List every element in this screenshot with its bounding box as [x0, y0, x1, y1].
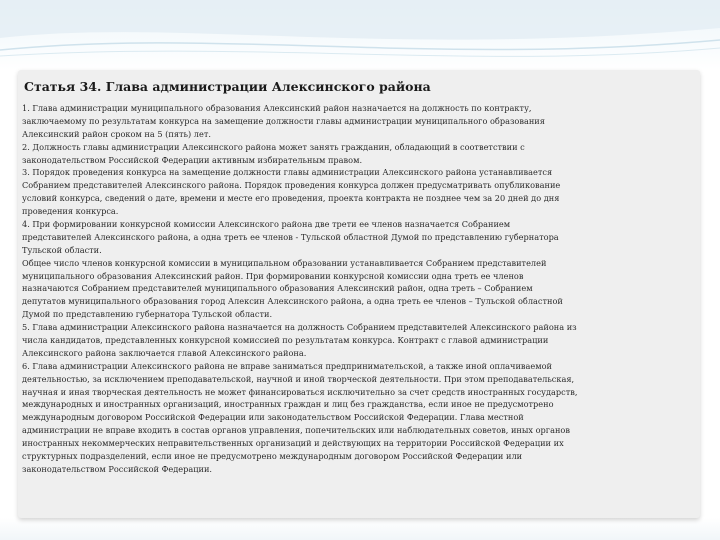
content-panel	[18, 70, 700, 518]
text-line: муниципального образования Алексинский район. При формировании конкурсной комиссии одна треть ее членов	[22, 270, 524, 281]
text-line: назначаются Собранием представителей муниципального образования Алексинский район, одна треть – Собранием	[22, 283, 533, 294]
text-line: 1. Глава администрации муниципального образования Алексинский район назначается на должность по контракту,	[22, 103, 532, 113]
text-line: 4. При формировании конкурсной комиссии Алексинского района две трети ее членов назначается Собранием	[22, 219, 511, 230]
text-line: Алексинский район сроком на 5 (пять) лет.	[22, 128, 211, 139]
text-line: числа кандидатов, представленных конкурсной комиссией по результатам конкурса. Контракт с главой администрации	[22, 335, 549, 346]
slide-footer-background	[0, 518, 720, 540]
text-line: Думой по представлению губернатора Тульской области.	[22, 309, 273, 320]
text-line: проведения конкурса.	[22, 206, 119, 217]
text-line: 2. Должность главы администрации Алексинского района может занять гражданин, обладающий в соответствии с	[22, 141, 525, 152]
text-line: Общее число членов конкурсной комиссии в муниципальном образовании устанавливается Собранием представителей	[22, 257, 547, 268]
text-line: условий конкурса, сведений о дате, времени и месте его проведения, проекта контракта не позднее чем за 20 дней до дня	[22, 193, 560, 204]
text-line: заключаемому по результатам конкурса на замещение должности главы администрации муниципального образования	[22, 115, 545, 126]
text-line: иностранных некоммерческих неправительственных организаций и действующих на территории Российской Федерации их	[22, 438, 564, 449]
text-line: законодательством Российской Федерации.	[22, 463, 213, 474]
text-line: депутатов муниципального образования город Алексин Алексинского района, а одна треть ее членов – Тульской областной	[22, 296, 563, 307]
text-line: представителей Алексинского района, а одна треть ее членов - Тульской областной Думой по представлению губернатора	[22, 231, 559, 242]
text-line: международным договором Российской Федерации или законодательством Российской Федерации. Глава местной	[22, 412, 524, 423]
text-line: научная и иная творческая деятельность не может финансироваться исключительно за счет средств иностранных государств,	[22, 386, 578, 397]
text-line: Алексинского района заключается главой Алексинского района.	[22, 347, 307, 358]
text-line: 6. Глава администрации Алексинского района не вправе заниматься предпринимательской, а также иной оплачиваемой	[22, 360, 553, 371]
text-line: администрации не вправе входить в состав органов управления, попечительских или наблюдательных советов, иных органов	[22, 425, 570, 436]
text-line: Собранием представителей Алексинского района. Порядок проведения конкурса должен предусматривать опубликование	[22, 180, 561, 191]
text-line: законодательством Российской Федерации активным избирательным правом.	[22, 154, 363, 165]
text-line: 3. Порядок проведения конкурса на замещение должности главы администрации Алексинского района устанавливается	[22, 167, 553, 178]
text-line: международных и иностранных организаций, иностранных граждан и лиц без гражданства, если иное не предусмотрено	[22, 399, 554, 410]
text-line: структурных подразделений, если иное не предусмотрено международным договором Российской Федерации или	[22, 451, 523, 462]
text-line: 5. Глава администрации Алексинского района назначается на должность Собранием представителей Алексинского района из	[22, 322, 577, 333]
decorative-wave	[0, 0, 720, 70]
text-line: деятельностью, за исключением преподавательской, научной и иной творческой деятельности. При этом преподавательская,	[22, 373, 575, 384]
text-line: Тульской области.	[22, 244, 102, 255]
slide-title: Статья 34. Глава администрации Алексинского района	[24, 79, 431, 94]
article-body	[22, 102, 696, 476]
